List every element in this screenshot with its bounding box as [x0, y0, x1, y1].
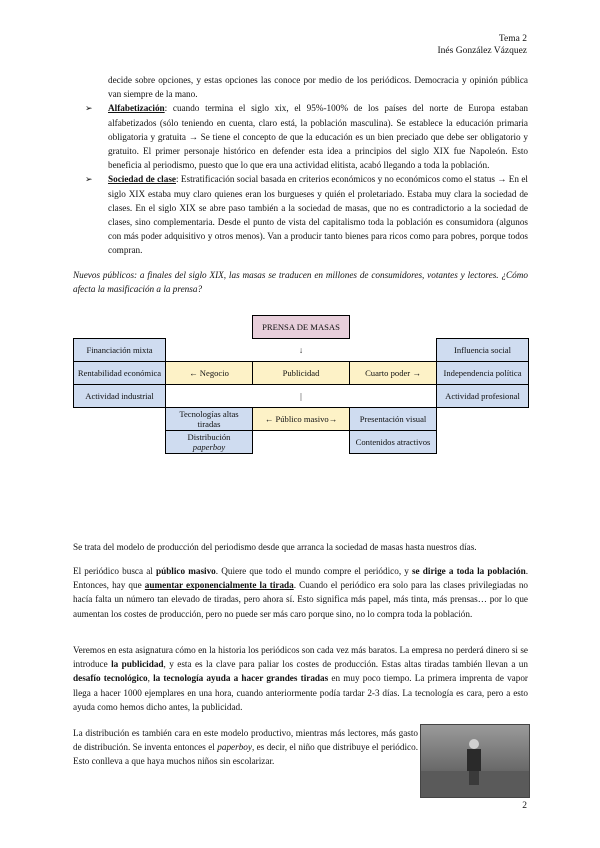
- diagram-rentabilidad: Rentabilidad económica: [74, 362, 166, 385]
- diagram-prensa-de-masas: PRENSA DE MASAS: [253, 316, 350, 339]
- paperboy-photo: [420, 724, 530, 798]
- arrow-bullet-icon: ➢: [85, 103, 93, 114]
- diagram-arrow-down-icon: ↓: [298, 344, 304, 355]
- paragraph-publicidad: [73, 643, 528, 714]
- photo-child-legs: [469, 771, 479, 785]
- diagram-actividad-industrial: Actividad industrial: [74, 385, 166, 408]
- section-question: Nuevos públicos: a finales del siglo XIX, las masas se traducen en millones de consumidores, votantes y lectores. ¿Cómo afecta la masificación a la prensa?: [73, 269, 528, 294]
- header-author: Inés González Vázquez: [437, 46, 527, 56]
- p3-bold-tecnologia: la tecnología ayuda a hacer grandes tiradas: [153, 673, 329, 684]
- p2-bold-poblacion: se dirige a toda la población: [411, 566, 526, 576]
- bullet-list: [73, 101, 528, 257]
- p3-bold-publicidad: la publicidad: [111, 659, 164, 670]
- diagram-independencia: Independencia política: [437, 362, 529, 385]
- press-model-diagram: [73, 315, 529, 454]
- bullet-term: Alfabetización: [108, 103, 165, 114]
- diagram-tecnologias: Tecnologías altas tiradas: [166, 408, 253, 431]
- photo-child-body: [467, 749, 481, 771]
- diagram-publico-masivo: ← Público masivo→: [253, 408, 350, 431]
- p3-text-a: Veremos en esta asignatura cómo en la historia los periódicos son cada vez más baratos. La empresa no perderá dinero si se introduce: [73, 645, 528, 670]
- page-number: 2: [522, 801, 527, 811]
- p3-text-g: en muy poco tiempo. La primera imprenta de vapor llega a hacer 1000 ejemplares en una hora, cuando anteriormente podía tardar 2-3 días. La tecnología es cara, pero a esto ayuda como hemos dicho antes, la publicidad.: [73, 673, 528, 712]
- diagram-actividad-profesional: Actividad profesional: [437, 385, 529, 408]
- diagram-negocio: ← Negocio: [166, 362, 253, 385]
- p3-text-c: , y esta es la clave para paliar los costes de producción. Estas altas tiradas también llevan a un: [163, 659, 528, 670]
- p2-text-g: . Cuando el periódico era solo para las clases privilegiadas no hacía falta un número tan elevado de tiradas, pero ahora sí. Esto significa más papel, más tinta, más prensas… por lo que aumentan los costes de producción, pero no puede ser más caro porque sino, no lo compra toda la población.: [73, 580, 529, 619]
- diagram-distribucion-label: Distribución: [187, 431, 231, 442]
- p2-text-a: El periódico busca al: [73, 566, 156, 576]
- p2-text-c: . Quiere que todo el mundo compre el periódico, y: [215, 566, 412, 576]
- p2-text-e: . Entonces, hay que: [73, 566, 528, 591]
- diagram-influencia-social: Influencia social: [437, 339, 529, 362]
- p3-text-e: ,: [147, 673, 154, 684]
- diagram-presentacion-visual: Presentación visual: [350, 408, 437, 431]
- bullet-text: : cuando termina el siglo xix, el 95%-100% de los países del norte de Europa estaban alfabetizados (sólo teniendo en cuenta, claro está, la población masculina). Se establece la educación primaria obligatoria y gratuita → Se tiene el concepto de que la educación es un bien preciado que debe ser obligatorio y gratuito. El primer personaje histórico en defender esta idea a principios del siglo XIX fue Napoleón. Esto beneficia al periodismo, puesto que lo que era una actividad elitista, acabó llegando a toda la población.: [108, 103, 528, 171]
- paragraph-publico-masivo: [73, 564, 528, 621]
- p2-bold-publico: público masivo: [155, 566, 216, 576]
- diagram-contenidos: Contenidos atractivos: [350, 431, 437, 454]
- p4-text-c: , es decir, el niño que distribuye el periódico. Esto conlleva a que haya muchos niños sin escolarizar.: [73, 742, 418, 767]
- p4-italic-paperboy: paperboy: [217, 742, 252, 753]
- diagram-distribucion: [166, 431, 253, 454]
- diagram-publicidad: Publicidad: [253, 362, 350, 385]
- bullet-alfabetizacion: [73, 101, 528, 172]
- photo-child-head: [469, 739, 479, 749]
- header-topic: Tema 2: [498, 34, 527, 44]
- page-header: [438, 33, 528, 57]
- body-text: [73, 73, 528, 305]
- bullet-sociedad-de-clase: [73, 172, 528, 257]
- diagram-center-line: |: [300, 390, 302, 401]
- photo-child-figure: [465, 739, 483, 785]
- diagram-cuarto-poder: Cuarto poder →: [350, 362, 437, 385]
- bullet-text: : Estratificación social basada en criterios económicos y no económicos como el status → En el siglo XIX estaba muy claro quienes eran los burgueses y quién el proletariado. Estaba muy clara la sociedad de clases. En el siglo XIX se abre paso también a la sociedad de masas, que no es contradictorio a la sociedad de clases, sino complementaria. Desde el punto de vista del capitalismo toda la población es consumidora (algunos con más poder adquisitivo y otros menos). Van a producir tanto bienes para ricos como para pobres, porque todos compran.: [108, 174, 528, 256]
- diagram-financiacion-mixta: Financiación mixta: [74, 339, 166, 362]
- paragraph-distribucion: [73, 726, 418, 769]
- diagram-paperboy: paperboy: [192, 442, 226, 452]
- intro-continuation: decide sobre opciones, y estas opciones las conoce por medio de los periódicos. Democracia y opinión pública van siempre de la mano.: [108, 75, 528, 100]
- arrow-bullet-icon: ➢: [85, 174, 93, 185]
- p2-bold-tirada: aumentar exponencialmente la tirada: [144, 580, 294, 591]
- p3-bold-desafio: desafío tecnológico: [73, 673, 148, 684]
- bullet-term: Sociedad de clase: [108, 174, 176, 185]
- p4-text-a: La distribución es también cara en este modelo productivo, mientras más lectores, más gasto de distribución. Se inventa entonces el: [73, 728, 418, 753]
- paragraph-modelo: Se trata del modelo de producción del periodismo desde que arranca la sociedad de masas hasta nuestros días.: [73, 542, 477, 552]
